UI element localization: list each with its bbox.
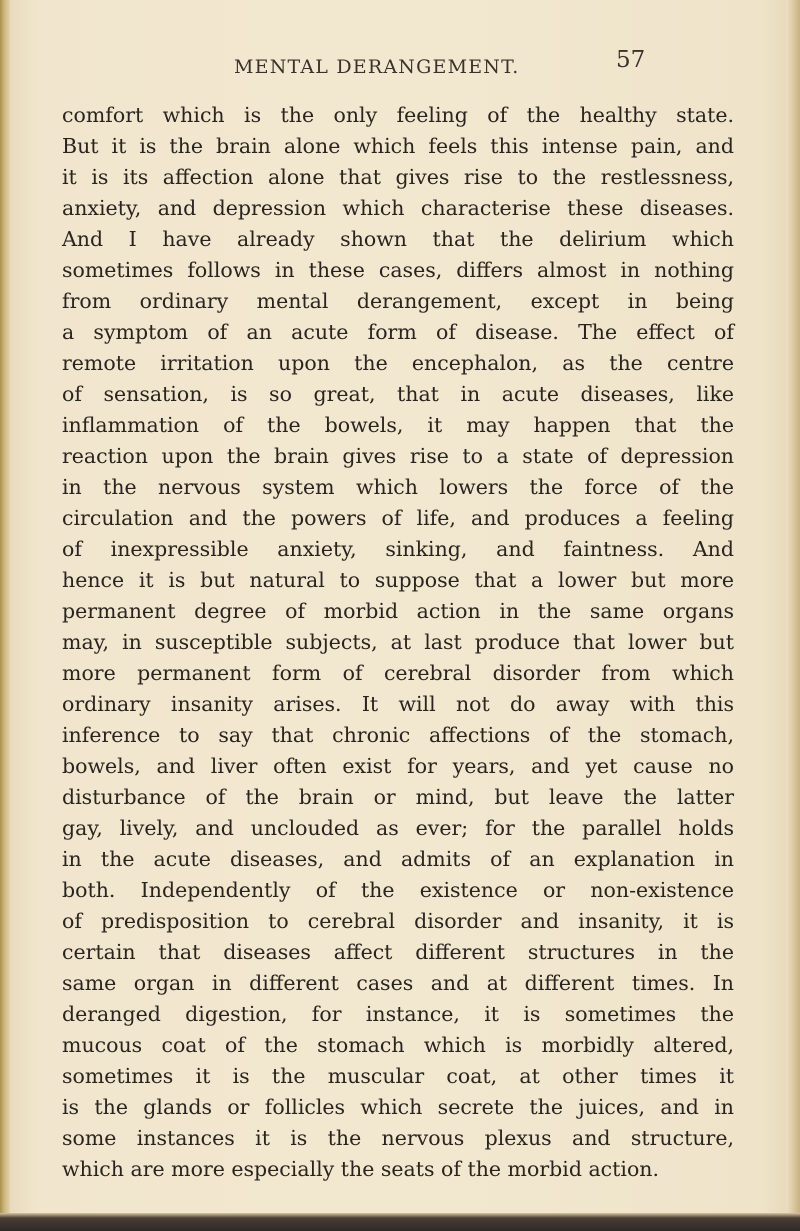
text-line: from ordinary mental derangement, except in being <box>62 289 734 313</box>
text-line: circulation and the powers of life, and produces a feeling <box>62 506 734 530</box>
text-line: both. Independently of the existence or non-existence <box>62 878 734 902</box>
page-number: 57 <box>616 47 646 73</box>
text-line: ordinary insanity arises. It will not do away with this <box>62 692 734 716</box>
text-line: some instances it is the nervous plexus and structure, <box>62 1126 734 1150</box>
text-line: remote irritation upon the encephalon, as the centre <box>62 351 734 375</box>
text-line: same organ in different cases and at different times. In <box>62 971 734 995</box>
page-bottom-edge <box>0 1213 800 1231</box>
text-line: certain that diseases affect different structures in the <box>62 940 734 964</box>
text-line: sometimes follows in these cases, differs almost in nothing <box>62 258 734 282</box>
text-line: inference to say that chronic affections of the stomach, <box>62 723 734 747</box>
running-head: MENTAL DERANGEMENT. <box>234 56 520 78</box>
text-line: a symptom of an acute form of disease. The effect of <box>62 320 734 344</box>
text-line: mucous coat of the stomach which is morbidly altered, <box>62 1033 734 1057</box>
text-line: of predisposition to cerebral disorder and insanity, it is <box>62 909 734 933</box>
page-left-edge <box>0 0 10 1231</box>
text-line: may, in susceptible subjects, at last produce that lower but <box>62 630 734 654</box>
text-line: more permanent form of cerebral disorder from which <box>62 661 734 685</box>
text-line: reaction upon the brain gives rise to a state of depression <box>62 444 734 468</box>
text-line: permanent degree of morbid action in the same organs <box>62 599 734 623</box>
text-line: anxiety, and depression which characterise these diseases. <box>62 196 734 220</box>
text-line: of sensation, is so great, that in acute diseases, like <box>62 382 734 406</box>
text-line: hence it is but natural to suppose that a lower but more <box>62 568 734 592</box>
text-line: gay, lively, and unclouded as ever; for the parallel holds <box>62 816 734 840</box>
body-text <box>62 100 734 1185</box>
text-line: of inexpressible anxiety, sinking, and faintness. And <box>62 537 734 561</box>
text-line: bowels, and liver often exist for years, and yet cause no <box>62 754 734 778</box>
text-line: sometimes it is the muscular coat, at other times it <box>62 1064 734 1088</box>
text-line: disturbance of the brain or mind, but leave the latter <box>62 785 734 809</box>
text-line: in the acute diseases, and admits of an explanation in <box>62 847 734 871</box>
text-line: which are more especially the seats of the morbid action. <box>62 1157 660 1181</box>
text-line: deranged digestion, for instance, it is sometimes the <box>62 1002 734 1026</box>
text-line: comfort which is the only feeling of the healthy state. <box>62 103 734 127</box>
text-line: And I have already shown that the delirium which <box>62 227 734 251</box>
text-line: in the nervous system which lowers the force of the <box>62 475 734 499</box>
text-line: is the glands or follicles which secrete the juices, and in <box>62 1095 734 1119</box>
text-line: inflammation of the bowels, it may happen that the <box>62 413 734 437</box>
page-right-edge <box>786 0 800 1231</box>
text-line: But it is the brain alone which feels this intense pain, and <box>62 134 734 158</box>
text-line: it is its affection alone that gives rise to the restlessness, <box>62 165 734 189</box>
